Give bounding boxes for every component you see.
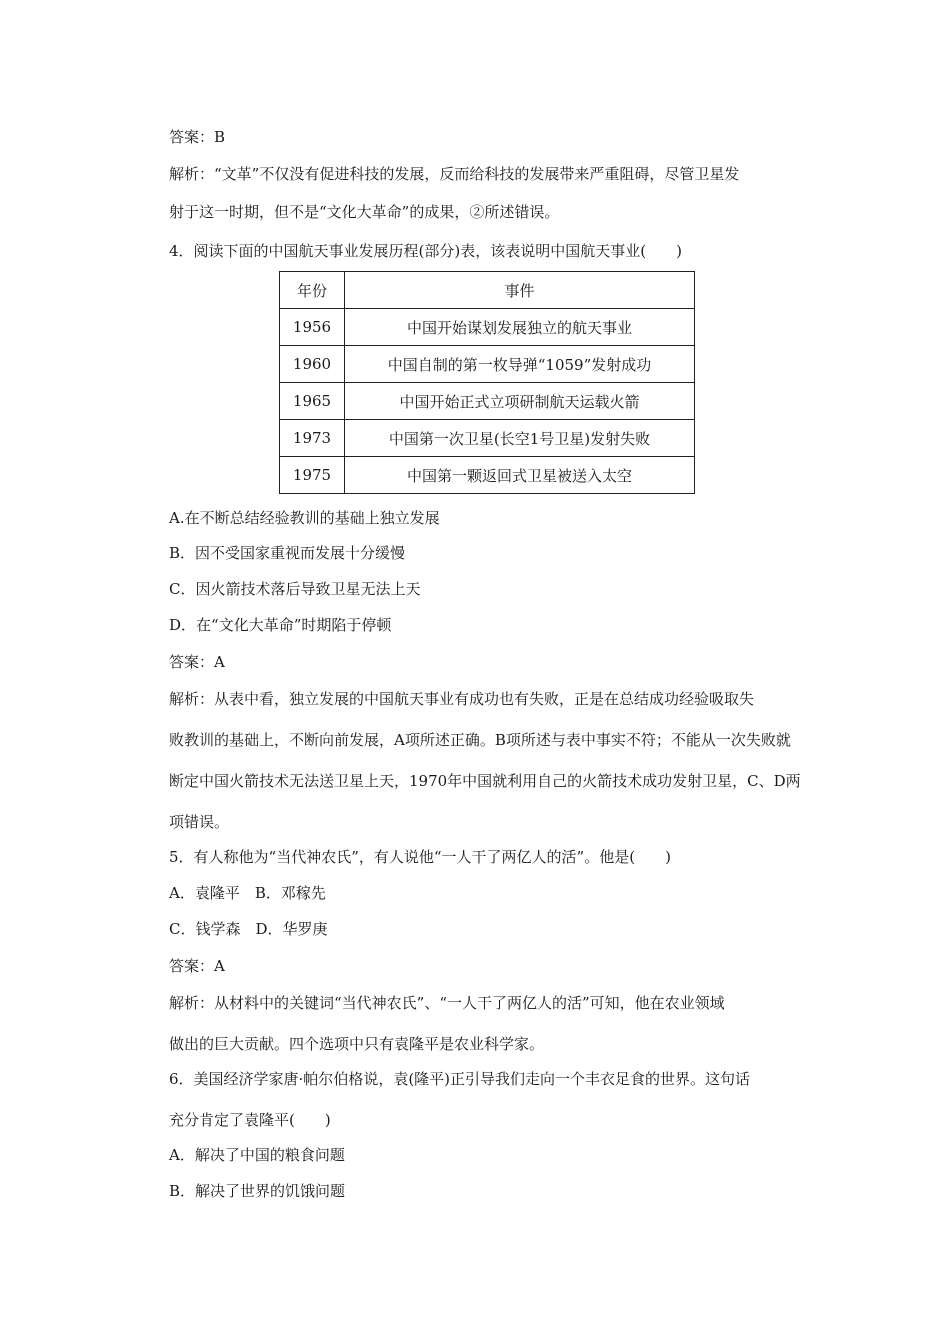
q4-option-b: B．因不受国家重视而发展十分缓慢 (169, 544, 406, 562)
cell-year: 1960 (280, 346, 345, 383)
q6-stem-line-1: 6．美国经济学家唐·帕尔伯格说，袁(隆平)正引导我们走向一个丰衣足食的世界。这句话 (169, 1070, 751, 1088)
cell-event: 中国开始正式立项研制航天运载火箭 (345, 383, 695, 420)
table-header-row (280, 272, 695, 309)
q5-analysis-line-2: 做出的巨大贡献。四个选项中只有袁隆平是农业科学家。 (169, 1035, 545, 1053)
cell-event: 中国开始谋划发展独立的航天事业 (345, 309, 695, 346)
cell-event: 中国自制的第一枚导弹“1059”发射成功 (345, 346, 695, 383)
q5-analysis-line-1: 解析：从材料中的关键词“当代神农氏”、“一人干了两亿人的活”可知，他在农业领域 (169, 994, 725, 1012)
cell-year: 1975 (280, 457, 345, 494)
header-event: 事件 (345, 272, 695, 309)
q3-answer: 答案：B (169, 128, 226, 146)
table-row (280, 457, 695, 494)
cell-year: 1973 (280, 420, 345, 457)
q4-analysis-line-1: 解析：从表中看，独立发展的中国航天事业有成功也有失败，正是在总结成功经验吸取失 (169, 690, 755, 708)
q6-option-a: A．解决了中国的粮食问题 (169, 1146, 345, 1164)
table-row (280, 383, 695, 420)
q4-option-d: D．在“文化大革命”时期陷于停顿 (169, 616, 392, 634)
q4-stem: 4．阅读下面的中国航天事业发展历程(部分)表，该表说明中国航天事业( ) (169, 242, 682, 260)
q5-options-cd: C．钱学森 D．华罗庚 (169, 920, 328, 938)
q6-stem-line-2: 充分肯定了袁隆平( ) (169, 1111, 331, 1129)
q4-option-c: C．因火箭技术落后导致卫星无法上天 (169, 580, 421, 598)
table-row (280, 309, 695, 346)
history-table (279, 271, 695, 494)
cell-year: 1956 (280, 309, 345, 346)
header-year: 年份 (280, 272, 345, 309)
q5-stem: 5．有人称他为“当代神农氏”，有人说他“一人干了两亿人的活”。他是( ) (169, 848, 671, 866)
q4-analysis-line-3: 断定中国火箭技术无法送卫星上天，1970年中国就利用自己的火箭技术成功发射卫星，C、D两 (169, 772, 801, 790)
q4-analysis-line-4: 项错误。 (169, 813, 230, 831)
q6-option-b: B．解决了世界的饥饿问题 (169, 1182, 346, 1200)
cell-event: 中国第一次卫星(长空1号卫星)发射失败 (345, 420, 695, 457)
q4-option-a: A.在不断总结经验教训的基础上独立发展 (169, 509, 440, 527)
table-row (280, 346, 695, 383)
q3-analysis-line-2: 射于这一时期，但不是“文化大革命”的成果，②所述错误。 (169, 203, 560, 221)
q4-answer: 答案：A (169, 653, 225, 671)
table-row (280, 420, 695, 457)
cell-event: 中国第一颗返回式卫星被送入太空 (345, 457, 695, 494)
cell-year: 1965 (280, 383, 345, 420)
q5-options-ab: A．袁隆平 B．邓稼先 (169, 884, 326, 902)
q3-analysis-line-1: 解析：“文革”不仅没有促进科技的发展，反而给科技的发展带来严重阻碍，尽管卫星发 (169, 165, 740, 183)
q4-analysis-line-2: 败教训的基础上，不断向前发展，A项所述正确。B项所述与表中事实不符；不能从一次失败就 (169, 731, 791, 749)
q5-answer: 答案：A (169, 957, 225, 975)
